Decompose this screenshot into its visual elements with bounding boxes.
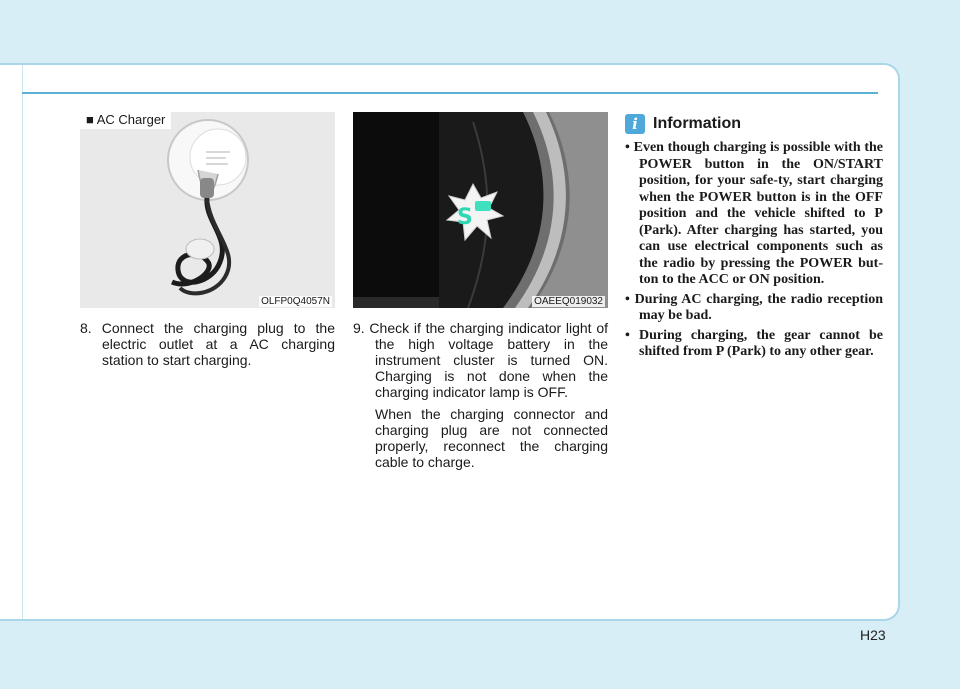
column-2	[353, 112, 608, 470]
ac-charger-figure	[80, 112, 335, 308]
information-list	[625, 140, 883, 361]
figure-code: OAEEQ019032	[534, 296, 603, 307]
list-item: • During charging, the gear cannot be shifted from P (Park) to any other gear.	[625, 327, 883, 359]
step-9-text: 9. Check if the charging indicator light of the high voltage battery in the instrument cluster is turned ON. Charging is not done when the charging indicator lamp is OFF.	[353, 320, 608, 400]
figure-caption: ■ AC Charger	[80, 112, 171, 129]
column-3	[625, 112, 883, 364]
information-title: Information	[653, 115, 741, 132]
info-icon: i	[625, 114, 645, 134]
figure-code: OLFP0Q4057N	[261, 296, 330, 307]
information-header	[625, 114, 883, 134]
step-8-text: 8. Connect the charging plug to the electric outlet at a AC charging station to start charging.	[80, 320, 335, 368]
list-item: • During AC charging, the radio reception may be bad.	[625, 291, 883, 323]
ac-charger-illustration	[80, 112, 335, 308]
page-left-bar	[0, 63, 22, 621]
step-9-extra-text: When the charging connector and charging plug are not connected properly, reconnect the charging cable to charge.	[375, 406, 608, 470]
list-item: • Even though charging is possible with the POWER button in the ON/START position, for your safe-ty, start charging when the POWER button is in the OFF position and the vehicle shifted to P (Park). After charging has started, you can use electrical components such as the radio by pressing the POWER but-ton to the ACC or ON position.	[625, 140, 883, 287]
header-rule	[22, 92, 878, 94]
charging-indicator-figure	[353, 112, 608, 308]
page-left-rule	[22, 65, 23, 619]
page-number: H23	[860, 627, 886, 643]
instrument-cluster-illustration	[353, 112, 608, 308]
svg-text:S: S	[457, 205, 473, 230]
column-1	[80, 112, 335, 368]
